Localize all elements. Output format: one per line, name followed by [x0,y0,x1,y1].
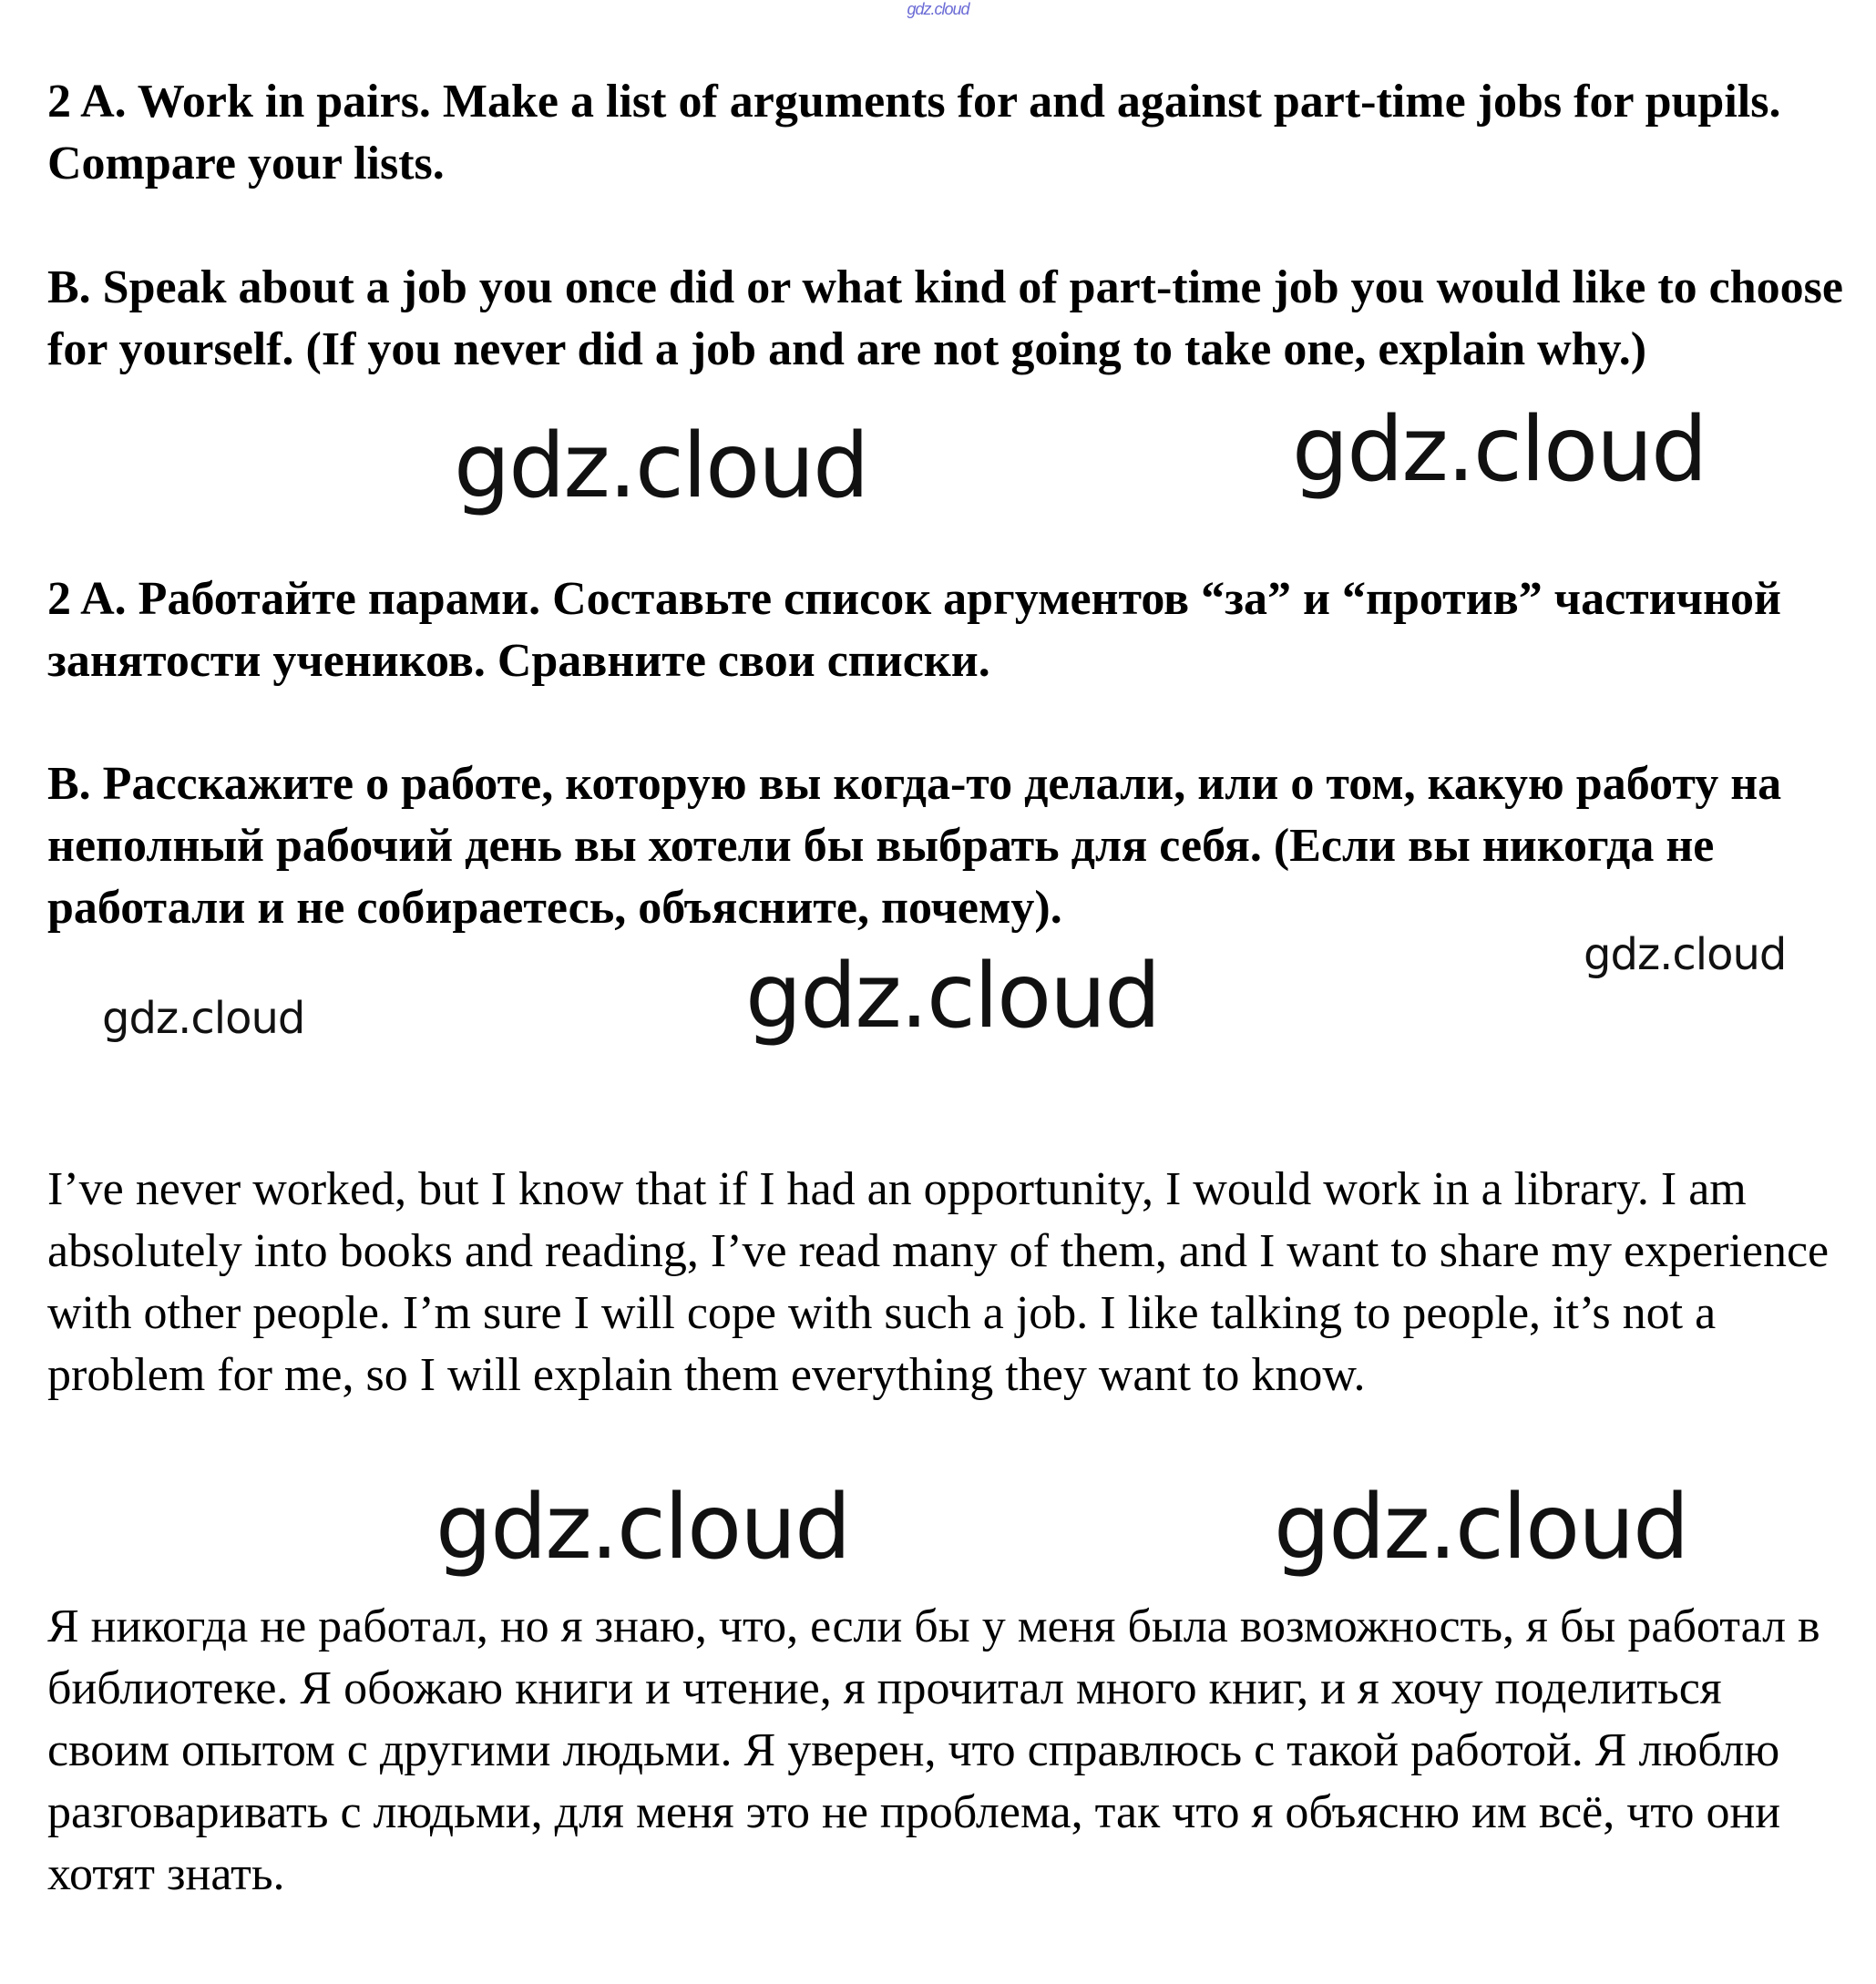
watermark-4: gdz.cloud [745,945,1160,1048]
task-ru-part-b: B. Расскажите о работе, которую вы когда-то делали, или о том, какую работу на неполный рабочий день вы хотели бы выбрать для себя. (Если вы никогда не работали и не собираетесь, объясните, почему). [47,758,1782,934]
watermark-7: gdz.cloud [1274,1476,1688,1580]
task-ru-part-a: 2 A. Работайте парами. Составьте список аргументов “за” и “против” частичной занятости учеников. Сравните свои списки. [47,573,1781,687]
watermark-3: gdz.cloud [1584,929,1787,980]
answer-ru: Я никогда не работал, но я знаю, что, если бы у меня была возможность, я бы работал в библиотеке. Я обожаю книги и чтение, я прочитал много книг, и я хочу поделиться своим опытом с другими людьми. Я уверен, что справлюсь с такой работой. Я люблю разговаривать с людьми, для меня это не проблема, так что я объясню им всё, что они хотят знать. [47,1600,1820,1900]
watermark-1: gdz.cloud [454,414,868,518]
watermark-6: gdz.cloud [436,1476,850,1580]
answer-en: I’ve never worked, but I know that if I had an opportunity, I would work in a library. I am absolutely into books and reading, I’ve read many of them, and I want to share my experience with other people. I’m sure I will cope with such a job. I like talking to people, it’s not a problem for me, so I will explain them everything they want to know. [47,1163,1830,1401]
task-en-part-b: B. Speak about a job you once did or what kind of part-time job you would like to choose for yourself. (If you never did a job and are not going to take one, explain why.) [47,261,1843,375]
watermark-5: gdz.cloud [102,993,305,1044]
task-en-part-a: 2 A. Work in pairs. Make a list of arguments for and against part-time jobs for pupils. Compare your lists. [47,76,1781,189]
top-watermark: gdz.cloud [907,0,969,18]
watermark-2: gdz.cloud [1292,398,1707,502]
